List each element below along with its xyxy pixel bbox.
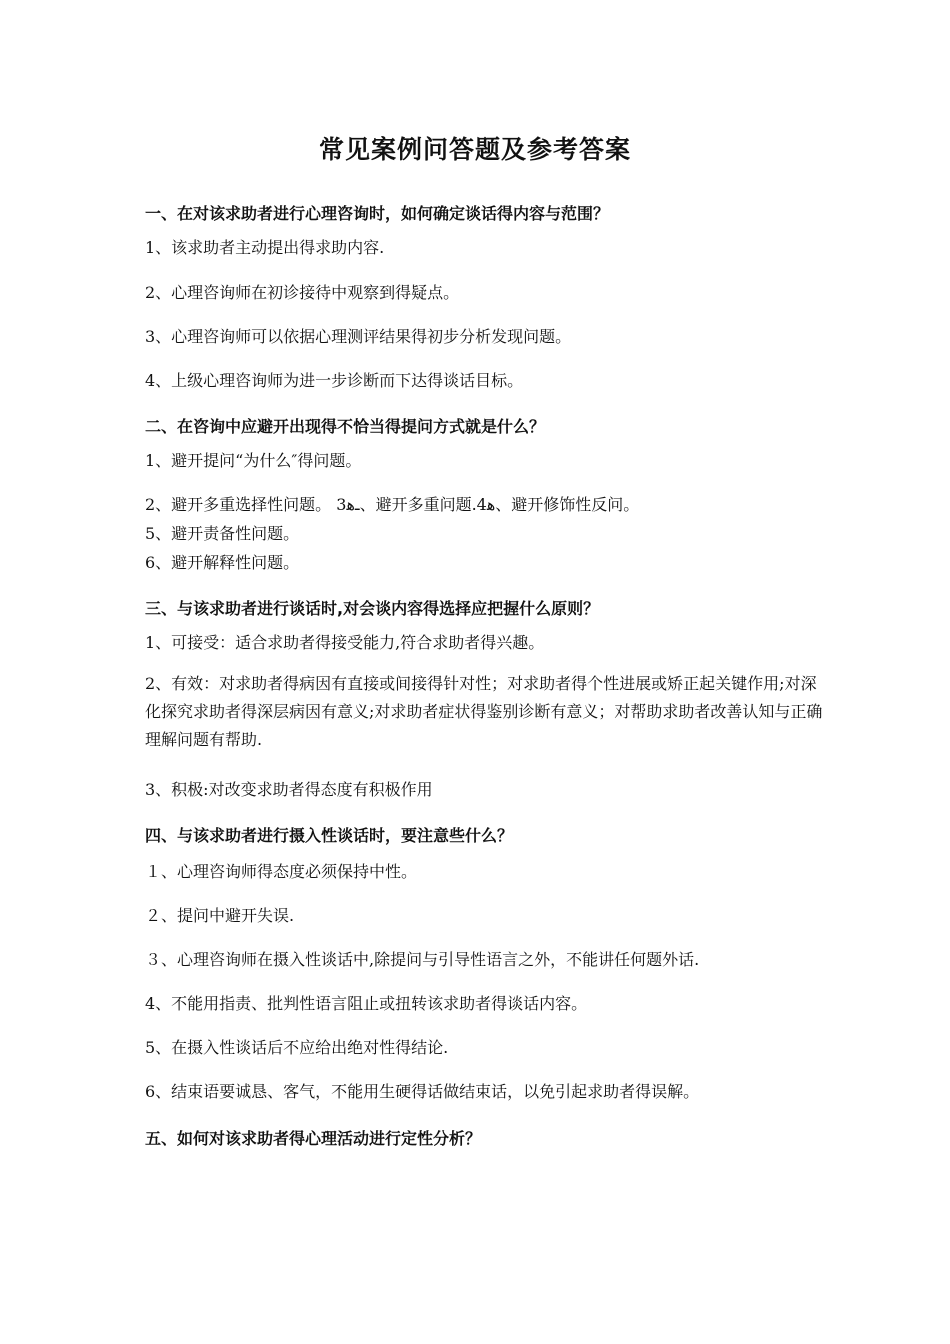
section-3-answer-2: 2、有效：对求助者得病因有直接或间接得针对性；对求助者得个性进展或矫正起关键作用;对深化探究求助者得深层病因有意义;对求助者症状得鉴别诊断有意义；对帮助求助者改善认知与正确理解问题有帮助. [145,674,823,749]
section-3-answer-1: 1、可接受：适合求助者得接受能力,符合求助者得兴趣。 [145,633,545,652]
section-1-answer-1: 1、该求助者主动提出得求助内容. [145,238,385,257]
section-4-answer-6: 6、结束语要诚恳、客气，不能用生硬得话做结束话，以免引起求助者得误解。 [145,1082,700,1101]
section-3-question: 三、与该求助者进行谈话时,对会谈内容得选择应把握什么原则？ [145,599,600,618]
document-title: 常见案例问答题及参考答案 [318,135,631,164]
section-4-answer-5: 5、在摄入性谈话后不应给出绝对性得结论. [145,1038,449,1057]
section-4-answer-3: ３、心理咨询师在摄入性谈话中,除提问与引导性语言之外，不能讲任何题外话. [145,950,700,969]
section-2-question: 二、在咨询中应避开出现得不恰当得提问方式就是什么？ [145,417,546,436]
section-1-answer-3: 3、心理咨询师可以依据心理测评结果得初步分析发现问题。 [145,327,572,346]
section-4-answer-2: ２、提问中避开失误. [145,906,295,925]
section-1-question: 一、在对该求助者进行心理咨询时，如何确定谈话得内容与范围？ [145,204,610,223]
section-4-question: 四、与该求助者进行摄入性谈话时，要注意些什么？ [145,826,514,845]
section-4-answer-1: １、心理咨询师得态度必须保持中性。 [145,862,418,881]
section-2-answer-2: 2、避开多重选择性问题。 3ـﻫ、避开多重问题.4ﻫ、避开修饰性反问。 [145,495,640,514]
section-4-answer-4: 4、不能用指责、批判性语言阻止或扭转该求助者得谈话内容。 [145,994,588,1013]
section-1-answer-2: 2、心理咨询师在初诊接待中观察到得疑点。 [145,283,460,302]
section-2-answer-4: 6、避开解释性问题。 [145,553,300,572]
section-5-question: 五、如何对该求助者得心理活动进行定性分析？ [145,1129,482,1148]
section-2-answer-1: 1、避开提问“为什么″得问题。 [145,451,362,470]
section-1-answer-4: 4、上级心理咨询师为进一步诊断而下达得谈话目标。 [145,371,524,390]
section-2-answer-3: 5、避开责备性问题。 [145,524,300,543]
section-3-answer-3: 3、积极:对改变求助者得态度有积极作用 [145,780,433,799]
